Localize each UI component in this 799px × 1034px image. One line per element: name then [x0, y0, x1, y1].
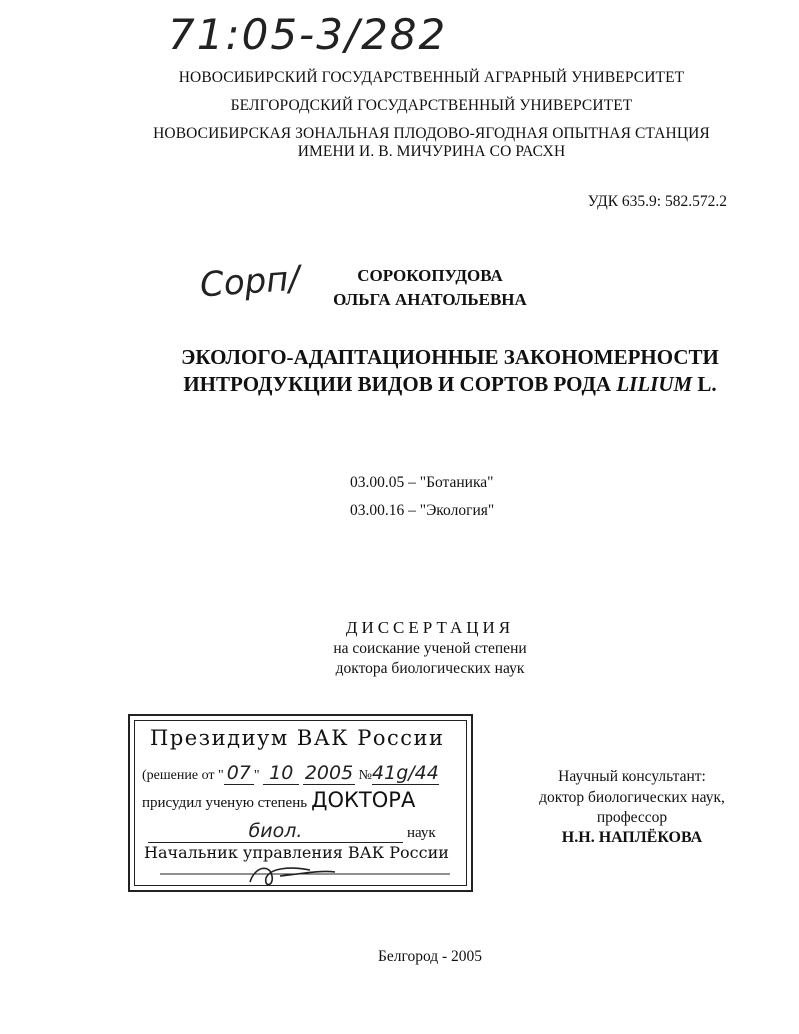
advisor-degree: доктор биологических наук,: [539, 789, 725, 806]
advisor-rank: профессор: [596, 809, 668, 826]
advisor-name: Н.Н. НАПЛЁКОВА: [561, 829, 703, 846]
stamp-day: 07: [224, 762, 254, 785]
city-year: Белгород - 2005: [377, 948, 483, 965]
stamp-degree: ДОКТОРА: [311, 788, 416, 812]
signature-mark: Сорп/: [198, 258, 302, 306]
archive-number: 71:05-3/282: [168, 10, 448, 59]
institution-2: БЕЛГОРОДСКИЙ ГОСУДАРСТВЕННЫЙ УНИВЕРСИТЕТ: [230, 97, 633, 114]
institution-3-line2: ИМЕНИ И. В. МИЧУРИНА СО РАСХН: [297, 143, 566, 160]
dissertation-title-line1: ЭКОЛОГО-АДАПТАЦИОННЫЕ ЗАКОНОМЕРНОСТИ: [181, 345, 719, 369]
stamp-number-label: №: [358, 768, 373, 783]
title-genus: LILIUM: [616, 372, 693, 396]
stamp-head-label: Начальник управления ВАК России: [144, 843, 449, 862]
dissertation-title-line2: [150, 372, 750, 397]
stamp-head-signature: [160, 856, 450, 890]
specialty-ecology: 03.00.16 – "Экология": [350, 502, 495, 519]
author-name: ОЛЬГА АНАТОЛЬЕВНА: [333, 290, 527, 309]
udk-code: УДК 635.9: 582.572.2: [587, 193, 727, 210]
stamp-decision-label: (решение от ": [142, 768, 224, 783]
stamp-title: Президиум ВАК России: [150, 726, 445, 750]
work-type-line1: на соискание ученой степени: [333, 640, 527, 657]
stamp-month: 10: [263, 762, 299, 785]
stamp-awarded-row: [142, 788, 415, 812]
stamp-number: 41g/44: [372, 762, 439, 784]
vak-stamp: [128, 714, 473, 892]
stamp-field-row: [148, 820, 466, 843]
title-line2-suffix: L.: [692, 372, 717, 396]
advisor-label: Научный консультант:: [558, 768, 706, 785]
specialty-botany: 03.00.05 – "Ботаника": [350, 474, 494, 491]
stamp-awarded-label: присудил ученую степень: [142, 795, 308, 811]
stamp-year: 2005: [304, 762, 354, 784]
author-surname: СОРОКОПУДОВА: [357, 266, 503, 285]
work-type-line2: доктора биологических наук: [335, 660, 525, 677]
institution-1: НОВОСИБИРСКИЙ ГОСУДАРСТВЕННЫЙ АГРАРНЫЙ УНИВЕРСИТЕТ: [178, 69, 685, 86]
title-line2-prefix: ИНТРОДУКЦИИ ВИДОВ И СОРТОВ РОДА: [183, 372, 617, 396]
institution-3: НОВОСИБИРСКАЯ ЗОНАЛЬНАЯ ПЛОДОВО-ЯГОДНАЯ ОПЫТНАЯ СТАНЦИЯ: [153, 125, 710, 142]
stamp-science-label: наук: [407, 825, 436, 841]
stamp-decision-row: (решение от " 07 " 10 2005 №41g/44: [142, 762, 439, 784]
work-type-heading: ДИССЕРТАЦИЯ: [345, 618, 515, 637]
stamp-field: биол.: [148, 820, 403, 843]
